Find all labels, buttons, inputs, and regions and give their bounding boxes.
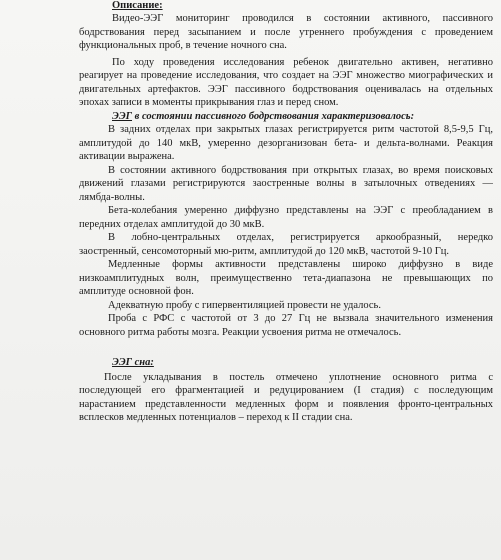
paragraph xyxy=(79,371,493,425)
paragraph xyxy=(79,312,493,339)
passive-wake-heading-rest: в состоянии пассивного бодрствования характеризовалось: xyxy=(134,110,415,122)
text-line: Проба с РФС с частотой от 3 до 27 Гц не вызвала значительного изменения xyxy=(108,313,493,324)
paragraph xyxy=(79,258,493,299)
text-line: В состоянии активного бодрствования при открытых глазах, во время поисковых xyxy=(108,164,493,176)
text-line: По ходу проведения исследования ребенок двигательно активен, негативно xyxy=(112,56,493,68)
text-line: движений глазами регистрируются заостренные волны в затылочных отведениях — xyxy=(79,178,493,189)
text-line: В задних отделах при закрытых глазах регистрируется ритм частотой 8,5-9,5 Гц, xyxy=(108,124,493,135)
passive-wake-section xyxy=(79,123,493,339)
text-line: амплитуде основной фон. xyxy=(79,286,194,297)
text-line: активации выражена. xyxy=(79,151,175,162)
text-line: заостренный, сенсомоторный мю-ритм, амплитудой до 120 мкВ, частотой 9-10 Гц. xyxy=(79,245,450,257)
paragraph xyxy=(79,164,493,205)
text-line: реагирует на проведение исследования, что создает на ЭЭГ множество миографических и xyxy=(79,70,493,81)
text-line: Адекватную пробу с гипервентиляцией провести не удалось. xyxy=(108,299,381,311)
text-line: передних отделах амплитудой до 30 мкВ. xyxy=(79,218,265,230)
text-line: эпохах записи в моменты прикрывания глаз и перед сном. xyxy=(79,97,339,108)
document-title: Описание: xyxy=(112,0,163,11)
text-line: В лобно-центральных отделах, регистрируется аркообразный, нередко xyxy=(108,232,493,243)
paragraph xyxy=(79,299,493,313)
text-line: всплесков медленных потенциалов – переход к II стадии сна. xyxy=(79,412,353,423)
paragraph xyxy=(79,231,493,258)
text-line: последующей его фрагментацией и редуцированием (I стадия) с последующим xyxy=(79,385,493,396)
passive-wake-heading-lead: ЭЭГ xyxy=(112,110,133,122)
text-line: двигательных артефактов. ЭЭГ пассивного бодрствования оценивалась на отдельных xyxy=(79,83,493,95)
text-line: лямбда-волны. xyxy=(79,191,145,203)
paragraph xyxy=(79,123,493,164)
text-line: амплитудой до 140 мкВ, умеренно дезорганизован бета- и дельта-волнами. Реакция xyxy=(79,137,493,149)
paragraph xyxy=(79,204,493,231)
text-line: основного ритма работы мозга. Реакции усвоения ритма не отмечалось. xyxy=(79,326,402,338)
text-line: низкоамплитудных волн, преимущественно тета-диапазона не превышающих по xyxy=(79,272,493,284)
text-line: Видео-ЭЭГ мониторинг проводился в состоянии активного, пассивного xyxy=(112,13,493,24)
sleep-section xyxy=(79,371,493,425)
passive-wake-heading xyxy=(79,110,493,124)
text-line: Бета-колебания умеренно диффузно представлены на ЭЭГ с преобладанием в xyxy=(108,205,493,216)
text-line: бодрствования перед засыпанием и после утреннего пробуждения с проведением xyxy=(79,26,493,38)
paragraph xyxy=(79,56,493,110)
intro-section xyxy=(79,12,493,110)
text-line: После укладывания в постель отмечено уплотнение основного ритма с xyxy=(104,371,493,383)
paragraph xyxy=(79,12,493,53)
text-line: Медленные формы активности представлены широко диффузно в виде xyxy=(108,259,493,270)
sleep-heading: ЭЭГ сна: xyxy=(112,357,154,368)
text-line: нарастанием представленности медленных форм и появления фронто-центральных xyxy=(79,398,493,410)
document-body xyxy=(79,0,493,425)
text-line: функциональных проб, в течение ночного сна. xyxy=(79,40,287,51)
